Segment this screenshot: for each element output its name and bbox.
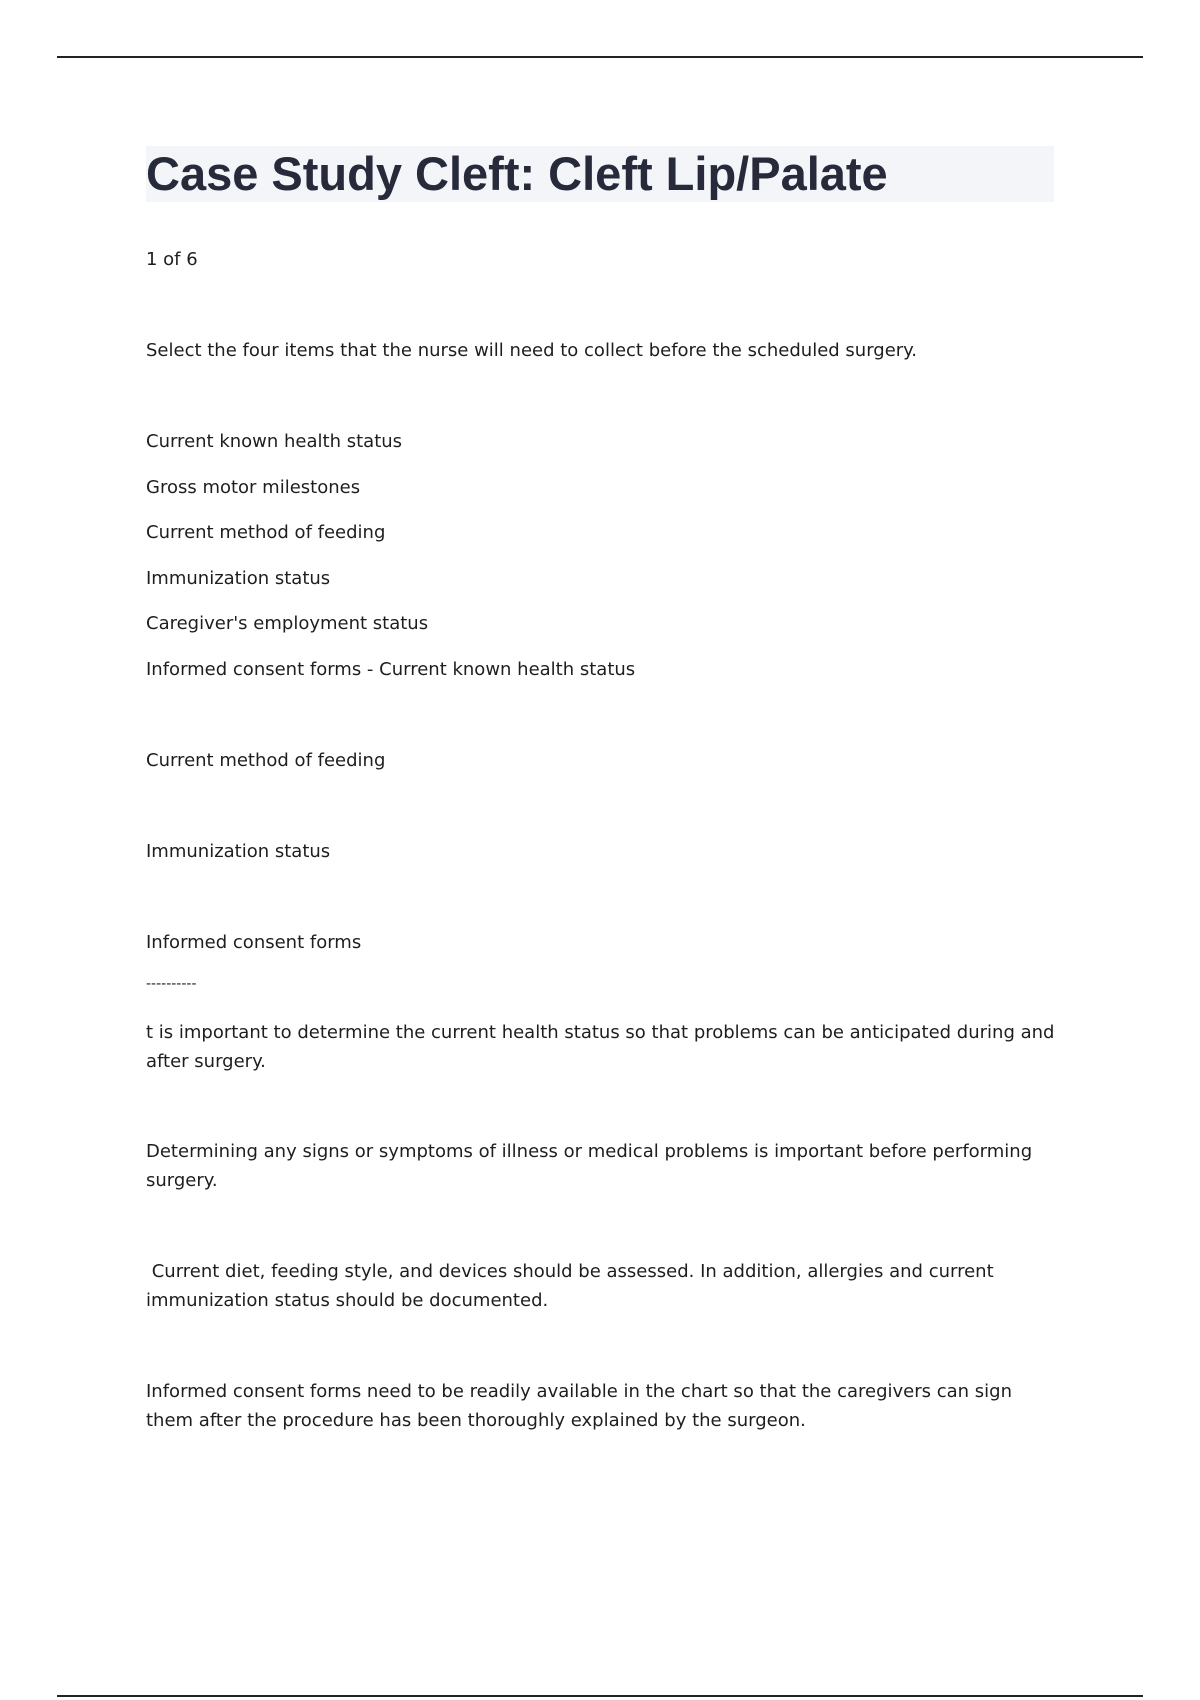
option-item: Informed consent forms - Current known health status (146, 659, 636, 680)
bottom-rule (57, 1695, 1143, 1697)
answer-item: Immunization status (146, 841, 331, 862)
separator: ---------- (146, 976, 197, 992)
option-item: Current method of feeding (146, 522, 386, 543)
answer-item: Informed consent forms (146, 932, 362, 953)
page-indicator: 1 of 6 (146, 249, 198, 270)
answer-item: Current method of feeding (146, 750, 386, 771)
option-item: Immunization status (146, 568, 331, 589)
question-text: Select the four items that the nurse will need to collect before the scheduled surgery. (146, 340, 917, 361)
option-item: Gross motor milestones (146, 477, 361, 498)
option-item: Current known health status (146, 431, 403, 452)
top-rule (57, 56, 1143, 58)
rationale-paragraph: t is important to determine the current health status so that problems can be anticipated during and after surgery. (146, 1022, 1055, 1072)
option-item: Caregiver's employment status (146, 613, 429, 634)
rationale-paragraph: Determining any signs or symptoms of illness or medical problems is important before performing surgery. (146, 1141, 1033, 1191)
page-title: Case Study Cleft: Cleft Lip/Palate (146, 147, 888, 200)
rationale-paragraph: Current diet, feeding style, and devices should be assessed. In addition, allergies and current immunization status should be documented. (146, 1261, 1000, 1311)
rationale-paragraph: Informed consent forms need to be readily available in the chart so that the caregivers can sign them after the procedure has been thoroughly explained by the surgeon. (146, 1381, 1013, 1431)
